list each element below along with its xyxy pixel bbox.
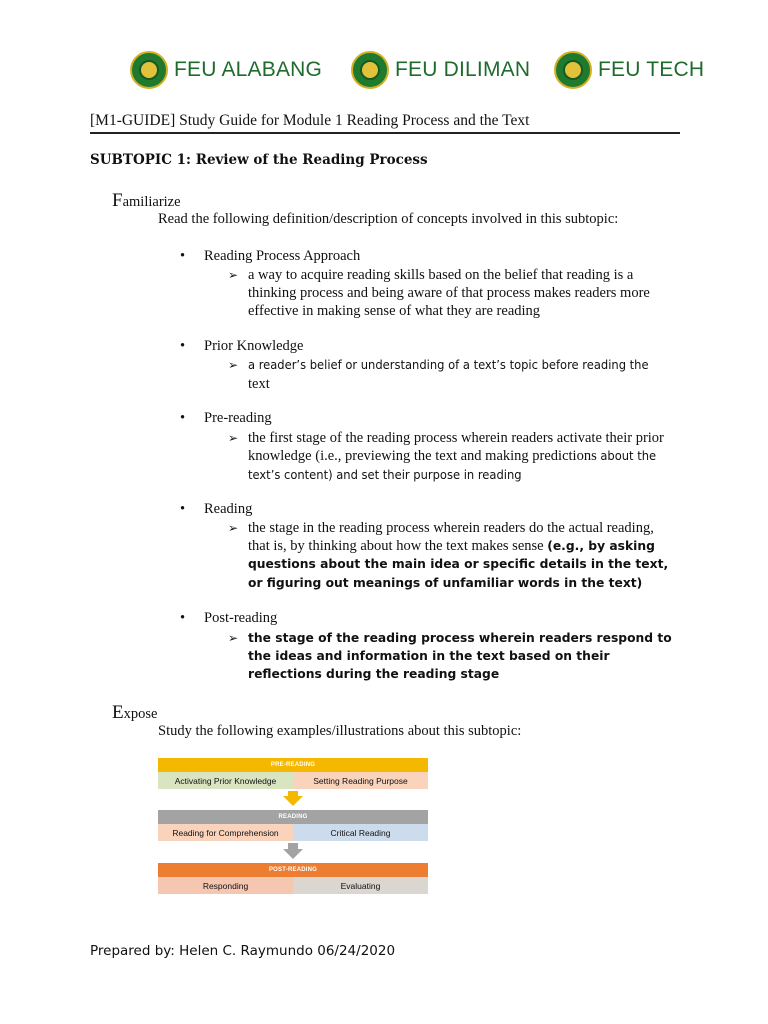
expose-heading: Expose	[112, 702, 158, 723]
list-item: • Prior Knowledge	[180, 338, 304, 354]
stage-left-item: Responding	[158, 877, 293, 894]
feu-alabang-logo	[130, 48, 322, 92]
logo-text: FEU ALABANG	[174, 58, 323, 81]
concept-definition: ➢ a way to acquire reading skills based on the belief that reading is a thinking process and being aware of that process makes readers more effective in making sense of what they are reading	[228, 267, 650, 320]
arrow-bullet-icon: ➢	[228, 431, 239, 445]
arrow-bullet-icon: ➢	[228, 631, 239, 645]
concept-definition: ➢ the stage of the reading process wherein readers respond to the ideas and information in the text based on their reflections during the reading stage	[228, 631, 672, 682]
concept-term: Reading Process Approach	[204, 248, 361, 264]
down-arrow-icon	[283, 796, 303, 806]
stage-left-item: Activating Prior Knowledge	[158, 772, 293, 789]
familiarize-heading: Familiarize	[112, 190, 181, 211]
feu-diliman-logo	[351, 48, 530, 92]
header-divider	[90, 132, 680, 134]
subtopic-heading: SUBTOPIC 1: Review of the Reading Process	[90, 152, 428, 168]
stage-right-item: Setting Reading Purpose	[293, 772, 428, 789]
concept-definition: ➢ the first stage of the reading process wherein readers activate their prior knowledge (i.e., previewing the text and making predictions about the text’s content) and set their purpose in reading	[228, 430, 664, 484]
stage-reading	[158, 810, 428, 841]
stage-post-reading	[158, 863, 428, 894]
stage-title: READING	[158, 810, 428, 824]
list-item: • Post-reading	[180, 610, 278, 626]
list-item: • Reading Process Approach	[180, 248, 361, 264]
stage-title: POST-READING	[158, 863, 428, 877]
familiarize-intro: Read the following definition/description of concepts involved in this subtopic:	[158, 211, 619, 227]
down-arrow-icon	[283, 849, 303, 859]
logo-text: FEU TECH	[598, 58, 705, 81]
stage-pre-reading	[158, 758, 428, 789]
concept-term: Post-reading	[204, 610, 278, 626]
stage-title: PRE-READING	[158, 758, 428, 772]
concept-term: Prior Knowledge	[204, 338, 304, 354]
logo-text: FEU DILIMAN	[395, 58, 531, 81]
stage-left-item: Reading for Comprehension	[158, 824, 293, 841]
feu-tech-logo	[554, 48, 704, 92]
feu-seal-icon	[130, 51, 168, 89]
document-header: [M1-GUIDE] Study Guide for Module 1 Reading Process and the Text	[90, 112, 530, 129]
arrow-bullet-icon: ➢	[228, 358, 239, 372]
stage-right-item: Critical Reading	[293, 824, 428, 841]
feu-seal-icon	[351, 51, 389, 89]
concept-term: Reading	[204, 501, 253, 517]
concept-term: Pre-reading	[204, 410, 272, 426]
feu-seal-icon	[554, 51, 592, 89]
concept-definition: ➢ the stage in the reading process wherein readers do the actual reading, that is, by thinking about how the text makes sense (e.g., by asking questions about the main idea or specific details in the text, or figuring out meanings of unfamiliar words in the text)	[228, 520, 669, 590]
stage-right-item: Evaluating	[293, 877, 428, 894]
arrow-bullet-icon: ➢	[228, 521, 239, 535]
list-item: • Pre-reading	[180, 410, 272, 426]
arrow-bullet-icon: ➢	[228, 268, 239, 282]
list-item: • Reading	[180, 501, 253, 517]
prepared-by-footer: Prepared by: Helen C. Raymundo 06/24/2020	[90, 943, 396, 959]
concept-definition: ➢ a reader’s belief or understanding of a text’s topic before reading the text	[228, 358, 649, 393]
expose-intro: Study the following examples/illustrations about this subtopic:	[158, 723, 522, 739]
